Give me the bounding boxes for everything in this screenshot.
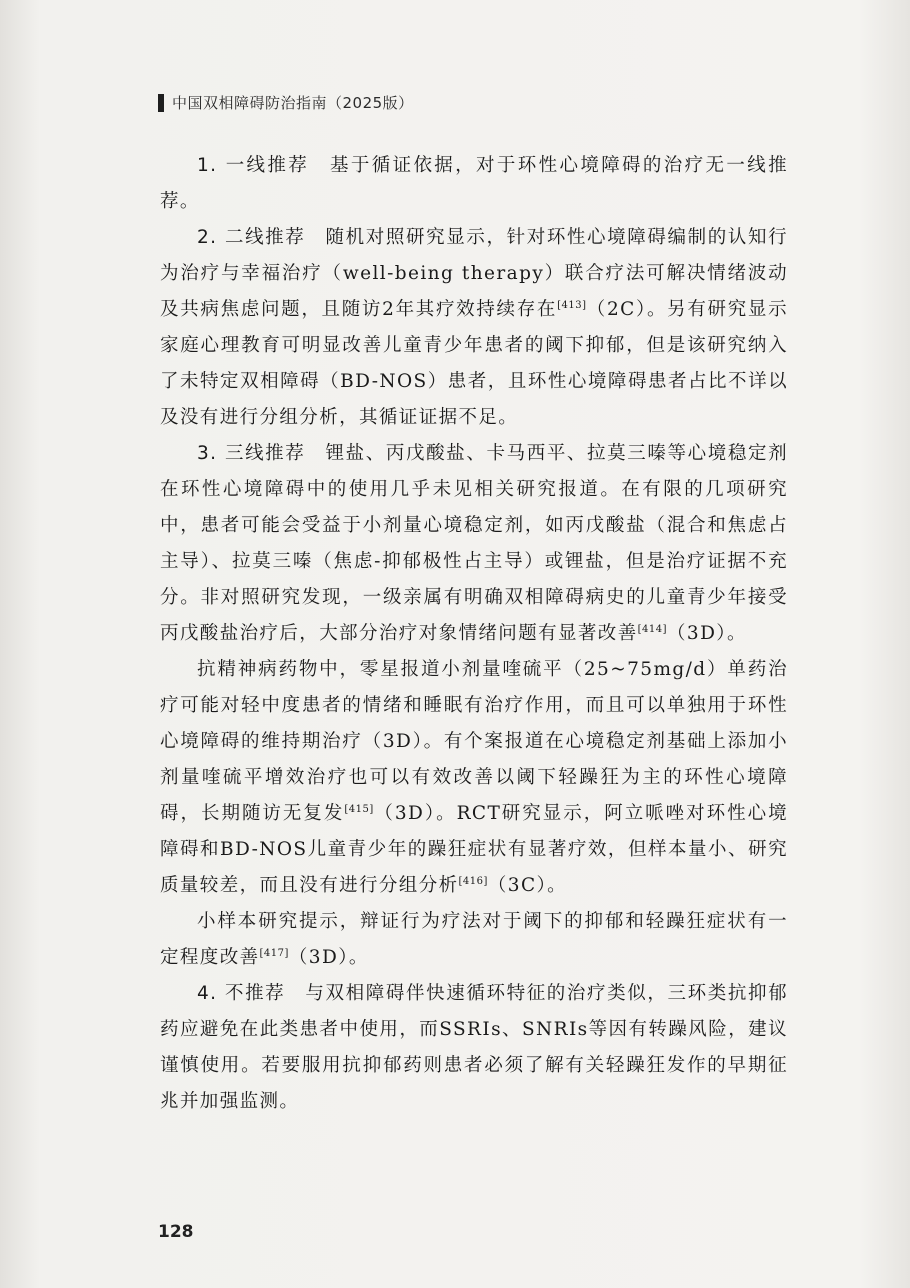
first-line-text: 基于循证依据，对于环性心境障碍的治疗无一线推荐。	[160, 155, 788, 212]
paragraph-third-line-recommendation	[160, 436, 788, 652]
body-text	[160, 148, 788, 1120]
header-title: 中国双相障碍防治指南（2025版）	[172, 94, 414, 112]
paragraph-first-line-recommendation	[160, 148, 788, 220]
citation-413: [413]	[557, 299, 587, 311]
dbt-text-b: （3D）。	[288, 947, 369, 968]
third-line-text-a: 锂盐、丙戊酸盐、卡马西平、拉莫三嗪等心境稳定剂在环性心境障碍中的使用几乎未见相关研究报道。在有限的几项研究中，患者可能会受益于小剂量心境稳定剂，如丙戊酸盐（混合和焦虑占主导）、拉莫三嗪（焦虑-抑郁极性占主导）或锂盐，但是治疗证据不充分。非对照研究发现，一级亲属有明确双相障碍病史的儿童青少年接受丙戊酸盐治疗后，大部分治疗对象情绪问题有显著改善	[160, 443, 788, 644]
citation-414: [414]	[637, 623, 667, 635]
second-line-heading: 2. 二线推荐	[197, 227, 306, 248]
second-line-text-a: 随机对照研究显示，针对环性心境障碍编制的认知行为治疗与幸福治疗（well-being therapy）联合疗法可解决情绪波动及共病焦虑问题，且随访2年其疗效持续存在	[160, 227, 788, 320]
antipsychotics-text-c: （3C）。	[487, 875, 568, 896]
running-header	[158, 92, 414, 113]
citation-415: [415]	[344, 803, 374, 815]
third-line-text-b: （3D）。	[667, 623, 747, 644]
first-line-heading: 1. 一线推荐	[197, 155, 310, 176]
paragraph-second-line-recommendation	[160, 220, 788, 436]
dbt-text-a: 小样本研究提示，辩证行为疗法对于阈下的抑郁和轻躁狂症状有一定程度改善	[160, 911, 788, 968]
paragraph-not-recommended	[160, 976, 788, 1120]
third-line-heading: 3. 三线推荐	[197, 443, 306, 464]
not-recommended-heading: 4. 不推荐	[197, 983, 286, 1004]
not-recommended-text: 与双相障碍伴快速循环特征的治疗类似，三环类抗抑郁药应避免在此类患者中使用，而SSRIs、SNRIs等因有转躁风险，建议谨慎使用。若要服用抗抑郁药则患者必须了解有关轻躁狂发作的早期征兆并加强监测。	[160, 983, 788, 1112]
paragraph-dbt	[160, 904, 788, 976]
antipsychotics-text-a: 抗精神病药物中，零星报道小剂量喹硫平（25~75mg/d）单药治疗可能对轻中度患者的情绪和睡眠有治疗作用，而且可以单独用于环性心境障碍的维持期治疗（3D）。有个案报道在心境稳定剂基础上添加小剂量喹硫平增效治疗也可以有效改善以阈下轻躁狂为主的环性心境障碍，长期随访无复发	[160, 659, 788, 824]
header-marker-bar	[158, 94, 164, 112]
antipsychotics-text-b: （3D）。RCT研究显示，阿立哌唑对环性心境障碍和BD-NOS儿童青少年的躁狂症状有显著疗效，但样本量小、研究质量较差，而且没有进行分组分析	[160, 803, 789, 896]
second-line-text-b: （2C）。另有研究显示家庭心理教育可明显改善儿童青少年患者的阈下抑郁，但是该研究纳入了未特定双相障碍（BD-NOS）患者，且环性心境障碍患者占比不详以及没有进行分组分析，其循证证据不足。	[160, 299, 788, 428]
paragraph-antipsychotics	[160, 652, 788, 904]
citation-416: [416]	[458, 875, 488, 887]
page-number: 128	[158, 1222, 194, 1242]
citation-417: [417]	[259, 947, 289, 959]
